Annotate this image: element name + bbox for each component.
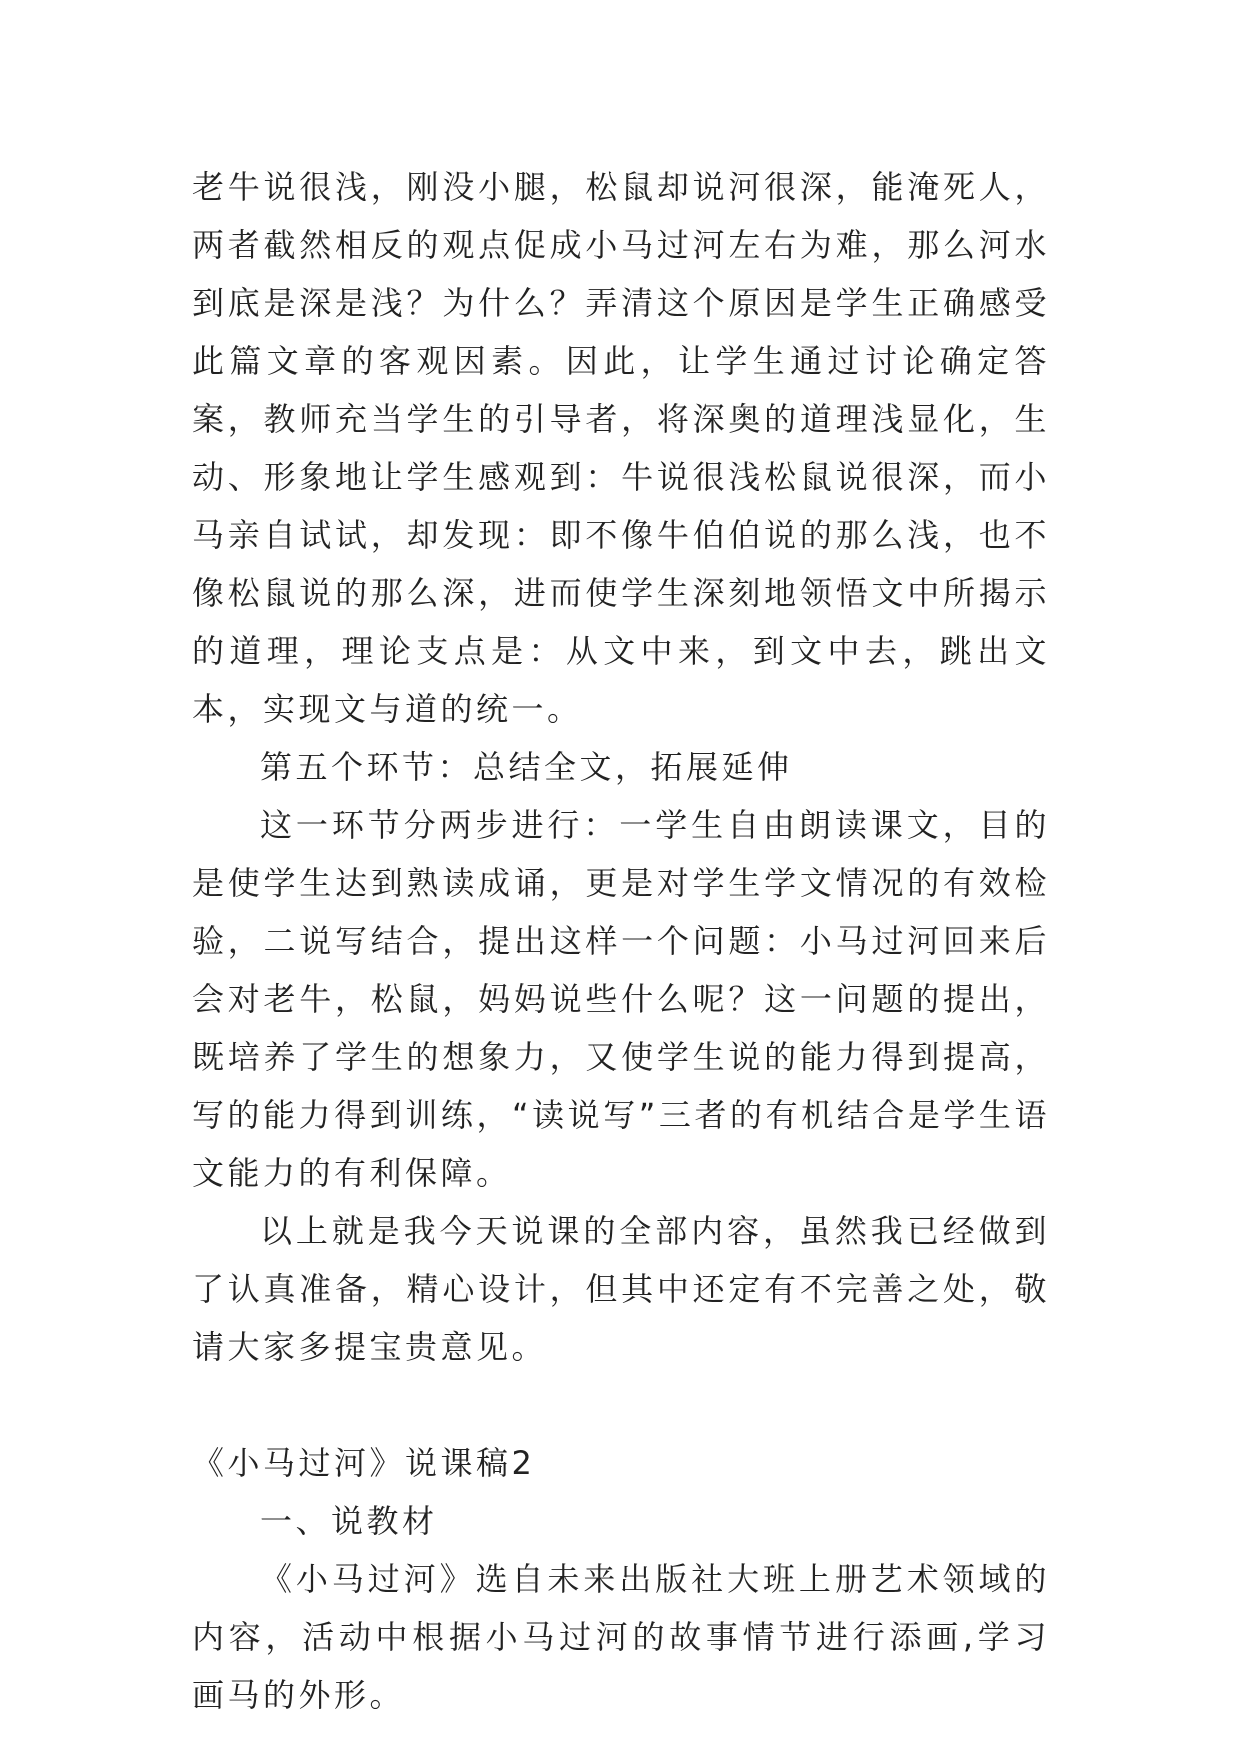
paragraph-step-five-heading: 第五个环节：总结全文，拓展延伸 (260, 748, 793, 786)
section-title: 《小马过河》说课稿2 (192, 1444, 536, 1482)
paragraph-step-five-body: 这一环节分两步进行：一学生自由朗读课文，目的是使学生达到熟读成诵，更是对学生学文情况的有效检验，二说写结合，提出这样一个问题：小马过河回来后会对老牛，松鼠，妈妈说些什么呢？这一问题的提出，既培养了学生的想象力，又使学生说的能力得到提高，写的能力得到训练，“读说写”三者的有机结合是学生语文能力的有利保障。 (192, 806, 1050, 1192)
paragraph-closing: 以上就是我今天说课的全部内容，虽然我已经做到了认真准备，精心设计，但其中还定有不完善之处，敬请大家多提宝贵意见。 (192, 1212, 1050, 1366)
section-paragraph: 《小马过河》选自未来出版社大班上册艺术领域的内容，活动中根据小马过河的故事情节进行添画,学习画马的外形。 (192, 1560, 1050, 1714)
paragraph-analysis: 老牛说很浅，刚没小腿，松鼠却说河很深，能淹死人，两者截然相反的观点促成小马过河左右为难，那么河水到底是深是浅？为什么？弄清这个原因是学生正确感受此篇文章的客观因素。因此，让学生通过讨论确定答案，教师充当学生的引导者，将深奥的道理浅显化，生动、形象地让学生感观到：牛说很浅松鼠说很深，而小马亲自试试，却发现：即不像牛伯伯说的那么浅，也不像松鼠说的那么深，进而使学生深刻地领悟文中所揭示的道理，理论支点是：从文中来，到文中去，跳出文本，实现文与道的统一。 (192, 168, 1050, 728)
section-heading: 一、说教材 (260, 1502, 438, 1540)
section-spacer (192, 1376, 1050, 1434)
document-body (192, 158, 1050, 1724)
